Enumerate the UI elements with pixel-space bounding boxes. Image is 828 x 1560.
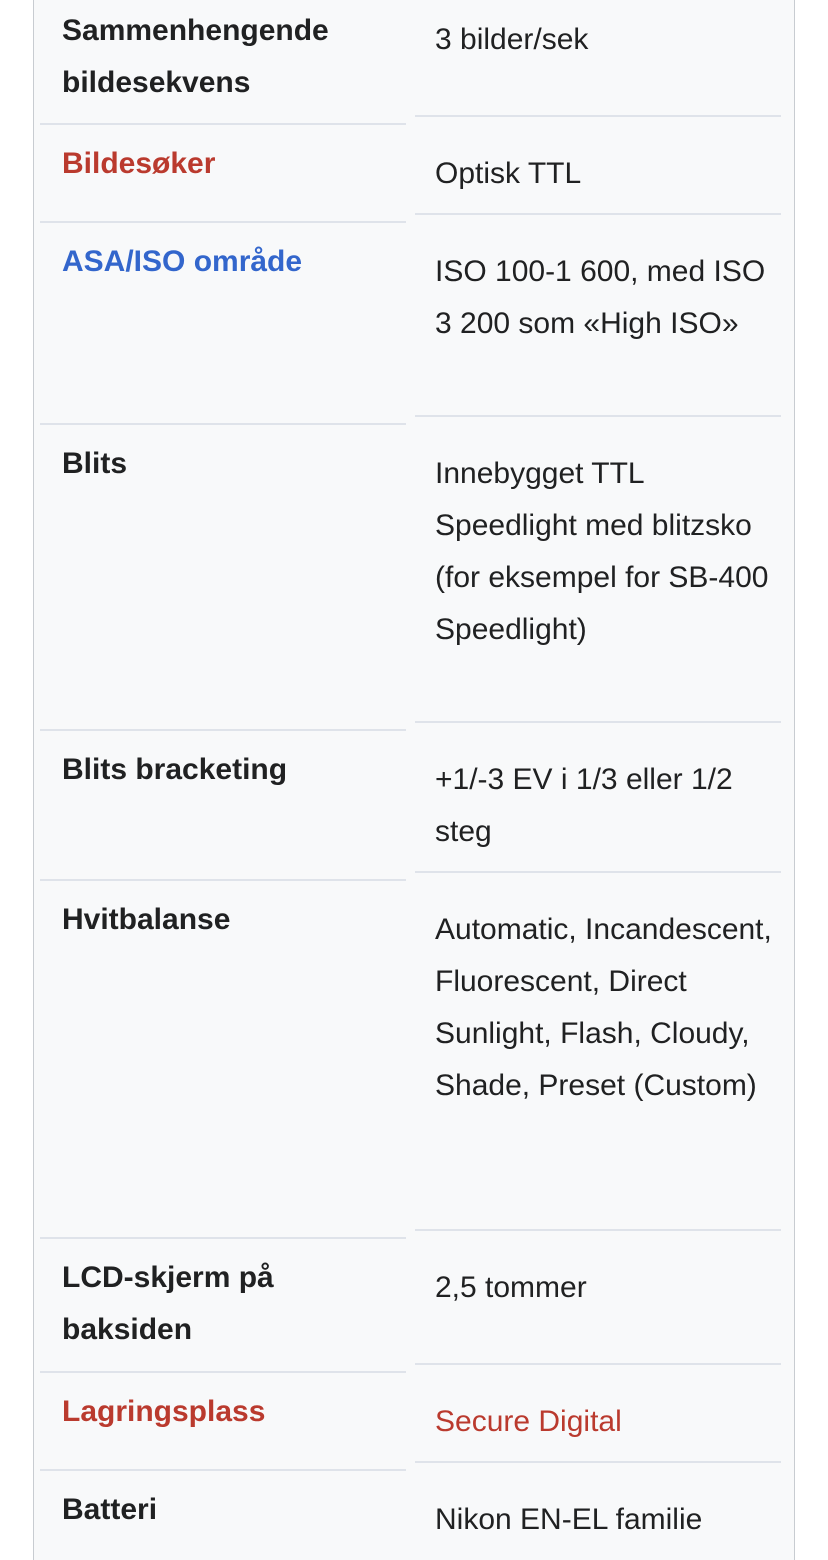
row-label-white-balance: Hvitbalanse — [62, 903, 231, 936]
row-value-lcd-screen: 2,5 tommer — [435, 1271, 587, 1304]
row-divider — [415, 415, 781, 417]
row-label-battery: Batteri — [62, 1493, 158, 1526]
row-divider — [40, 123, 406, 125]
row-divider — [415, 721, 781, 723]
row-value-white-balance: Automatic, Incandescent, Fluorescent, Direct Sunlight, Flash, Cloudy, Shade, Preset (Custom) — [435, 913, 772, 1102]
row-value-battery: Nikon EN-EL familie — [435, 1503, 703, 1536]
row-divider — [415, 1229, 781, 1231]
row-divider — [40, 423, 406, 425]
row-divider — [40, 729, 406, 731]
row-divider — [40, 1469, 406, 1471]
row-divider — [40, 1371, 406, 1373]
row-value-continuous-shooting: 3 bilder/sek — [435, 23, 589, 56]
row-divider — [415, 871, 781, 873]
row-divider — [40, 221, 406, 223]
row-divider — [40, 1237, 406, 1239]
row-label-flash-bracketing: Blits bracketing — [62, 753, 288, 786]
row-divider — [40, 879, 406, 881]
infobox-table — [33, 0, 795, 1560]
row-divider — [415, 115, 781, 117]
storage-link[interactable]: Lagringsplass — [62, 1395, 266, 1428]
row-divider — [415, 1363, 781, 1365]
row-value-flash-bracketing: +1/-3 EV i 1/3 eller 1/2 steg — [435, 763, 733, 848]
row-value-flash: Innebygget TTL Speedlight med blitzsko (for eksempel for SB-400 Speedlight) — [435, 457, 769, 646]
secure-digital-link[interactable]: Secure Digital — [435, 1405, 622, 1438]
row-label-flash: Blits — [62, 447, 128, 480]
viewfinder-link[interactable]: Bildesøker — [62, 147, 216, 180]
row-divider — [415, 213, 781, 215]
row-value-viewfinder: Optisk TTL — [435, 157, 582, 190]
iso-range-link[interactable]: ASA/ISO område — [62, 245, 303, 278]
row-value-iso-range: ISO 100-1 600, med ISO 3 200 som «High ISO» — [435, 255, 766, 340]
row-divider — [415, 1461, 781, 1463]
row-label-continuous-shooting: Sammenhengende bildesekvens — [62, 14, 329, 99]
row-label-lcd-screen: LCD-skjerm på baksiden — [62, 1261, 274, 1346]
